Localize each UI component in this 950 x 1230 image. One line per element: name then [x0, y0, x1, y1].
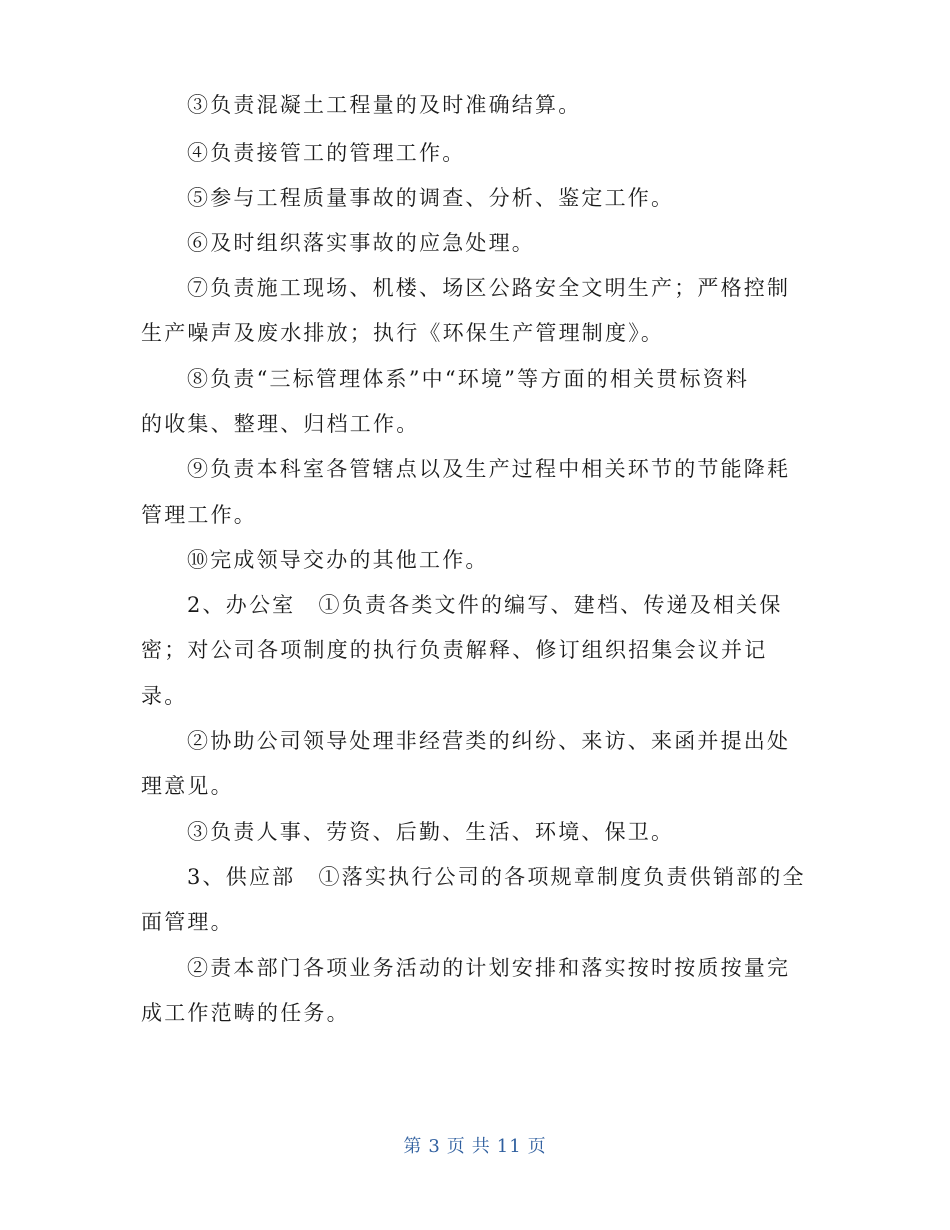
- paragraph-line: ⑧负责“三标管理体系”中“环境”等方面的相关贯标资料: [187, 367, 750, 391]
- paragraph-line: 管理工作。: [141, 503, 257, 527]
- footer-prefix: 第: [403, 1136, 423, 1157]
- paragraph-line: ③负责混凝土工程量的及时准确结算。: [187, 93, 582, 117]
- paragraph-line: ②协助公司领导处理非经营类的纠纷、来访、来函并提出处: [187, 729, 791, 753]
- paragraph-line: 面管理。: [141, 910, 234, 934]
- page-number-current: 3: [428, 1136, 441, 1157]
- paragraph-line: ⑤参与工程质量事故的调查、分析、鉴定工作。: [187, 186, 675, 210]
- paragraph-line: ⑩完成领导交办的其他工作。: [187, 548, 489, 572]
- page-footer: [0, 1132, 950, 1158]
- paragraph-line: ⑦负责施工现场、机楼、场区公路安全文明生产；严格控制: [187, 276, 791, 300]
- paragraph-line: ③负责人事、劳资、后勤、生活、环境、保卫。: [187, 820, 675, 844]
- paragraph-line: 录。: [141, 684, 188, 708]
- paragraph-line: ⑨负责本科室各管辖点以及生产过程中相关环节的节能降耗: [187, 457, 791, 481]
- footer-total-word: 共: [471, 1136, 491, 1157]
- footer-suffix: 页: [527, 1136, 547, 1157]
- paragraph-line: 成工作范畴的任务。: [141, 1001, 350, 1025]
- paragraph-line: 3、供应部 ①落实执行公司的各项规章制度负责供销部的全: [187, 865, 806, 889]
- page-number-total: 11: [496, 1136, 522, 1157]
- paragraph-line: 2、办公室 ①负责各类文件的编写、建档、传递及相关保: [187, 593, 783, 617]
- paragraph-line: ⑥及时组织落实事故的应急处理。: [187, 231, 535, 255]
- paragraph-line: 密；对公司各项制度的执行负责解释、修订组织招集会议并记: [141, 638, 768, 662]
- paragraph-line: 理意见。: [141, 774, 234, 798]
- paragraph-line: ④负责接管工的管理工作。: [187, 141, 466, 165]
- paragraph-line: 生产噪声及废水排放；执行《环保生产管理制度》。: [141, 321, 665, 345]
- footer-page-word: 页: [446, 1136, 466, 1157]
- paragraph-line: ②责本部门各项业务活动的计划安排和落实按时按质按量完: [187, 956, 791, 980]
- paragraph-line: 的收集、整理、归档工作。: [141, 412, 420, 436]
